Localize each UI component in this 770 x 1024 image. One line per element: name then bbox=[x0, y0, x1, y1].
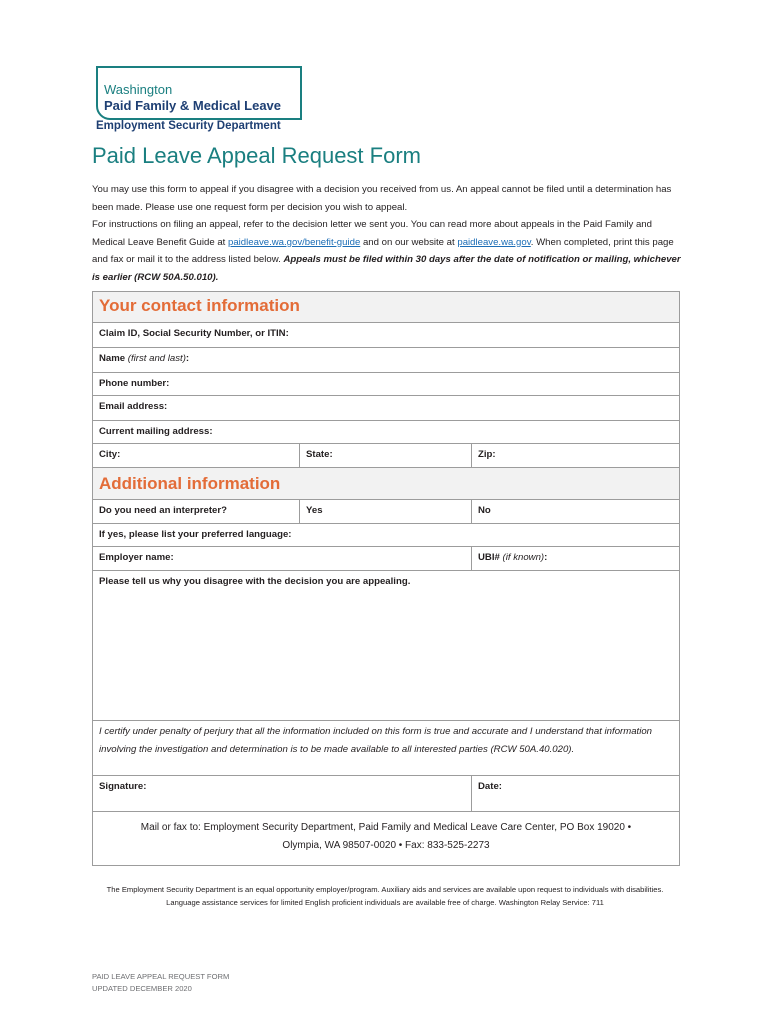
equal-opportunity-notice: The Employment Security Department is an equal opportunity employer/program. Auxiliary aids and services are available upon request to individuals with disabilities. Language assistance services for limited English proficient individuals are available free of charge. Washington Relay Service: 711 bbox=[106, 885, 664, 907]
city-label: City: bbox=[99, 449, 121, 460]
logo-washington: Washington bbox=[104, 82, 173, 97]
zip-label: Zip: bbox=[478, 449, 496, 460]
intro-paragraph-2 bbox=[92, 216, 682, 286]
zip-field[interactable] bbox=[471, 444, 679, 467]
no-label: No bbox=[478, 505, 491, 516]
name-label bbox=[93, 348, 679, 372]
interpreter-no-option[interactable] bbox=[471, 500, 679, 523]
mailing-address-field[interactable] bbox=[93, 420, 679, 443]
mailing-instructions bbox=[93, 811, 679, 865]
disagree-reason-field[interactable] bbox=[93, 570, 679, 720]
city-state-zip-row bbox=[93, 443, 679, 467]
footer-form-name: PAID LEAVE APPEAL REQUEST FORM bbox=[92, 972, 230, 981]
ubi-field[interactable] bbox=[471, 547, 679, 570]
footer-updated-date: UPDATED DECEMBER 2020 bbox=[92, 984, 192, 993]
ubi-hint: (if known) bbox=[502, 552, 545, 563]
appeal-form bbox=[92, 291, 680, 866]
disagree-reason-label: Please tell us why you disagree with the decision you are appealing. bbox=[99, 576, 411, 587]
claim-id-field[interactable] bbox=[93, 322, 679, 347]
ubi-colon: : bbox=[544, 552, 548, 563]
intro-text-mid: and on our website at bbox=[360, 236, 458, 248]
email-label: Email address: bbox=[99, 401, 168, 412]
ubi-label: UBI# bbox=[478, 552, 503, 563]
email-field[interactable] bbox=[93, 395, 679, 420]
name-colon: : bbox=[185, 353, 190, 364]
employer-name-field[interactable] bbox=[93, 547, 471, 570]
interpreter-label: Do you need an interpreter? bbox=[99, 505, 227, 516]
signature-row bbox=[93, 775, 679, 811]
mail-to-line-1: Mail or fax to: Employment Security Department, Paid Family and Medical Leave Care Center, PO Box 19020 • bbox=[140, 822, 632, 833]
state-label: State: bbox=[306, 449, 333, 460]
yes-label: Yes bbox=[306, 505, 323, 516]
employer-name-label: Employer name: bbox=[99, 552, 174, 563]
logo-program-name: Paid Family & Medical Leave bbox=[104, 98, 282, 113]
agency-logo bbox=[92, 66, 304, 134]
contact-section-heading: Your contact information bbox=[93, 292, 679, 322]
name-field[interactable] bbox=[93, 347, 679, 372]
intro-paragraph-1: You may use this form to appeal if you disagree with a decision you received from us. An appeal cannot be filed until a determination has been made. Please use one request form per decision you wish to appeal. bbox=[92, 184, 672, 213]
phone-field[interactable] bbox=[93, 372, 679, 395]
employer-row bbox=[93, 546, 679, 570]
certification-statement: I certify under penalty of perjury that all the information included on this form is true and accurate and I understand that information involving the investigation and determination is to be made available to all interested parties (RCW 50A.40.020). bbox=[93, 720, 679, 775]
website-link[interactable]: paidleave.wa.gov bbox=[457, 236, 531, 248]
phone-label: Phone number: bbox=[99, 378, 170, 389]
signature-label: Signature: bbox=[99, 781, 147, 792]
name-hint: (first and last) bbox=[127, 353, 186, 364]
additional-section-heading: Additional information bbox=[93, 467, 679, 499]
name-label-text: Name bbox=[99, 353, 128, 364]
benefit-guide-link[interactable]: paidleave.wa.gov/benefit-guide bbox=[228, 236, 361, 248]
language-field[interactable] bbox=[93, 523, 679, 546]
claim-id-label: Claim ID, Social Security Number, or ITIN: bbox=[99, 328, 289, 339]
deadline-notice: Appeals must be filed within 30 days after the date of notification or mailing, whichever is earlier (RCW 50A.50.010). bbox=[92, 254, 681, 283]
form-footer bbox=[92, 971, 229, 995]
intro-text-start: For instructions on filing an appeal, refer to the decision letter we sent you. You can read more about appeals in the Paid Family and Medical Leave Benefit Guide at bbox=[92, 219, 652, 248]
logo-department: Employment Security Department bbox=[96, 120, 281, 132]
intro-text-end: . When completed, print this page and fax or mail it to the address listed below. bbox=[92, 236, 674, 265]
date-label: Date: bbox=[478, 781, 502, 792]
mailing-address-label: Current mailing address: bbox=[99, 426, 213, 437]
city-field[interactable] bbox=[93, 444, 299, 467]
state-field[interactable] bbox=[299, 444, 471, 467]
date-field[interactable] bbox=[471, 776, 679, 811]
interpreter-row bbox=[93, 499, 679, 523]
mail-to-line-2: Olympia, WA 98507-0020 • Fax: 833-525-2273 bbox=[282, 840, 490, 851]
signature-field[interactable] bbox=[93, 776, 471, 811]
intro-text bbox=[92, 181, 682, 286]
language-label: If yes, please list your preferred language: bbox=[99, 529, 292, 540]
interpreter-yes-option[interactable] bbox=[299, 500, 471, 523]
page-title: Paid Leave Appeal Request Form bbox=[92, 143, 421, 168]
